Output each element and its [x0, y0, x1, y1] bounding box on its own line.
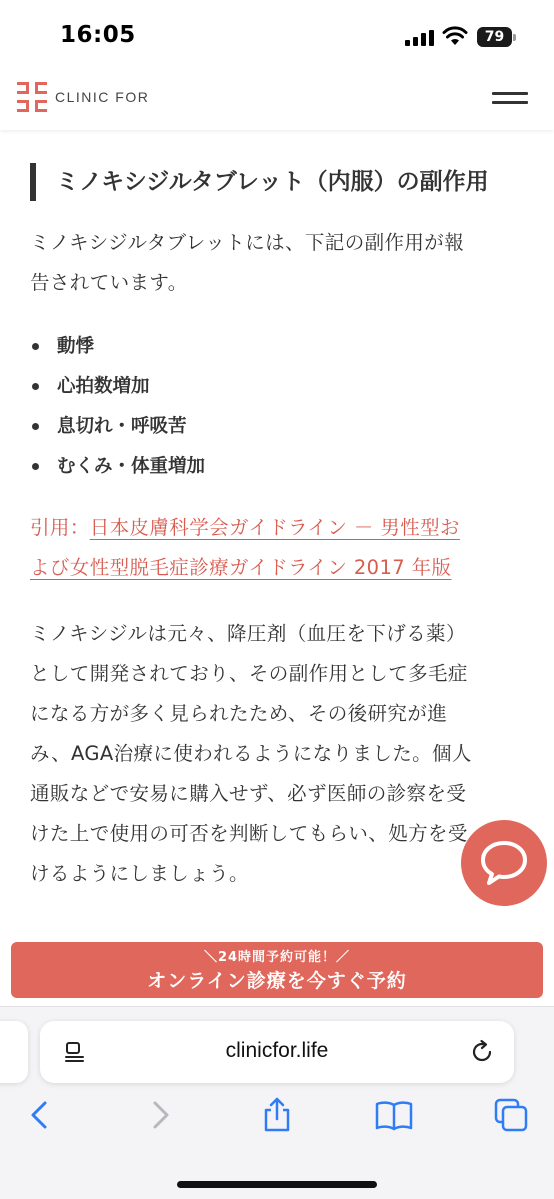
battery-level: 79 [484, 29, 505, 45]
list-item: 息切れ・呼吸苦 [30, 407, 205, 447]
battery-indicator [477, 27, 517, 47]
intro-line: 告されています。 [30, 271, 188, 294]
list-item: 心拍数増加 [30, 367, 205, 407]
cta-main-label: オンライン診療を今すぐ予約 [147, 970, 407, 992]
battery-cap [513, 34, 516, 41]
share-icon[interactable] [257, 1095, 297, 1135]
menu-line [492, 101, 528, 104]
body-line: けた上で使用の可否を判断してもらい、処方を受 [30, 822, 468, 845]
citation [30, 508, 520, 588]
body-line: として開発されており、その副作用として多毛症 [30, 662, 468, 685]
browser-toolbar [0, 1006, 554, 1199]
list-item: むくみ・体重増加 [30, 447, 205, 487]
logo-text[interactable]: CLINIC FOR [55, 89, 150, 105]
tabs-icon[interactable] [492, 1095, 532, 1135]
back-icon[interactable] [20, 1095, 60, 1135]
citation-link[interactable]: 日本皮膚科学会ガイドライン － 男性型お [89, 516, 460, 539]
body-line: けるようにしましょう。 [30, 862, 249, 885]
list-item: 動悸 [30, 327, 205, 367]
address-bar[interactable] [40, 1021, 514, 1083]
body-line: み、AGA治療に使われるようになりました。個人 [30, 742, 472, 765]
chat-button[interactable] [461, 820, 547, 906]
chat-bubble-icon [480, 840, 528, 886]
bookmarks-icon[interactable] [374, 1095, 414, 1135]
body-line: 通販などで安易に購入せず、必ず医師の診察を受 [30, 782, 467, 805]
cellular-signal-icon [405, 30, 435, 46]
citation-prefix: 引用： [30, 516, 90, 539]
body-line: ミノキシジルは元々、降圧剤（血圧を下げる薬） [30, 622, 466, 645]
body-paragraph [30, 614, 516, 894]
url-text[interactable]: clinicfor.life [225, 1039, 329, 1062]
previous-tab-card[interactable] [0, 1021, 28, 1083]
status-bar [0, 0, 554, 70]
forward-icon[interactable] [140, 1095, 180, 1135]
intro-line: ミノキシジルタブレットには、下記の副作用が報 [30, 231, 465, 254]
body-line: になる方が多く見られたため、その後研究が進 [30, 702, 448, 725]
reserve-button[interactable] [11, 942, 543, 998]
site-header [0, 70, 554, 130]
clinic-cross-logo-icon[interactable] [17, 82, 47, 112]
citation-link[interactable]: よび女性型脱毛症診療ガイドライン 2017 年版 [30, 556, 452, 579]
cta-sub-label: ＼24時間予約可能！／ [203, 950, 351, 965]
status-time: 16:05 [60, 22, 136, 48]
hamburger-menu-icon[interactable] [492, 92, 528, 106]
intro-paragraph [30, 223, 516, 303]
side-effects-list [30, 327, 205, 487]
reload-icon[interactable] [469, 1039, 495, 1065]
section-title: ミノキシジルタブレット（内服）の副作用 [30, 163, 489, 201]
menu-line [492, 92, 528, 95]
home-indicator[interactable] [177, 1181, 377, 1188]
wifi-icon [442, 26, 468, 46]
